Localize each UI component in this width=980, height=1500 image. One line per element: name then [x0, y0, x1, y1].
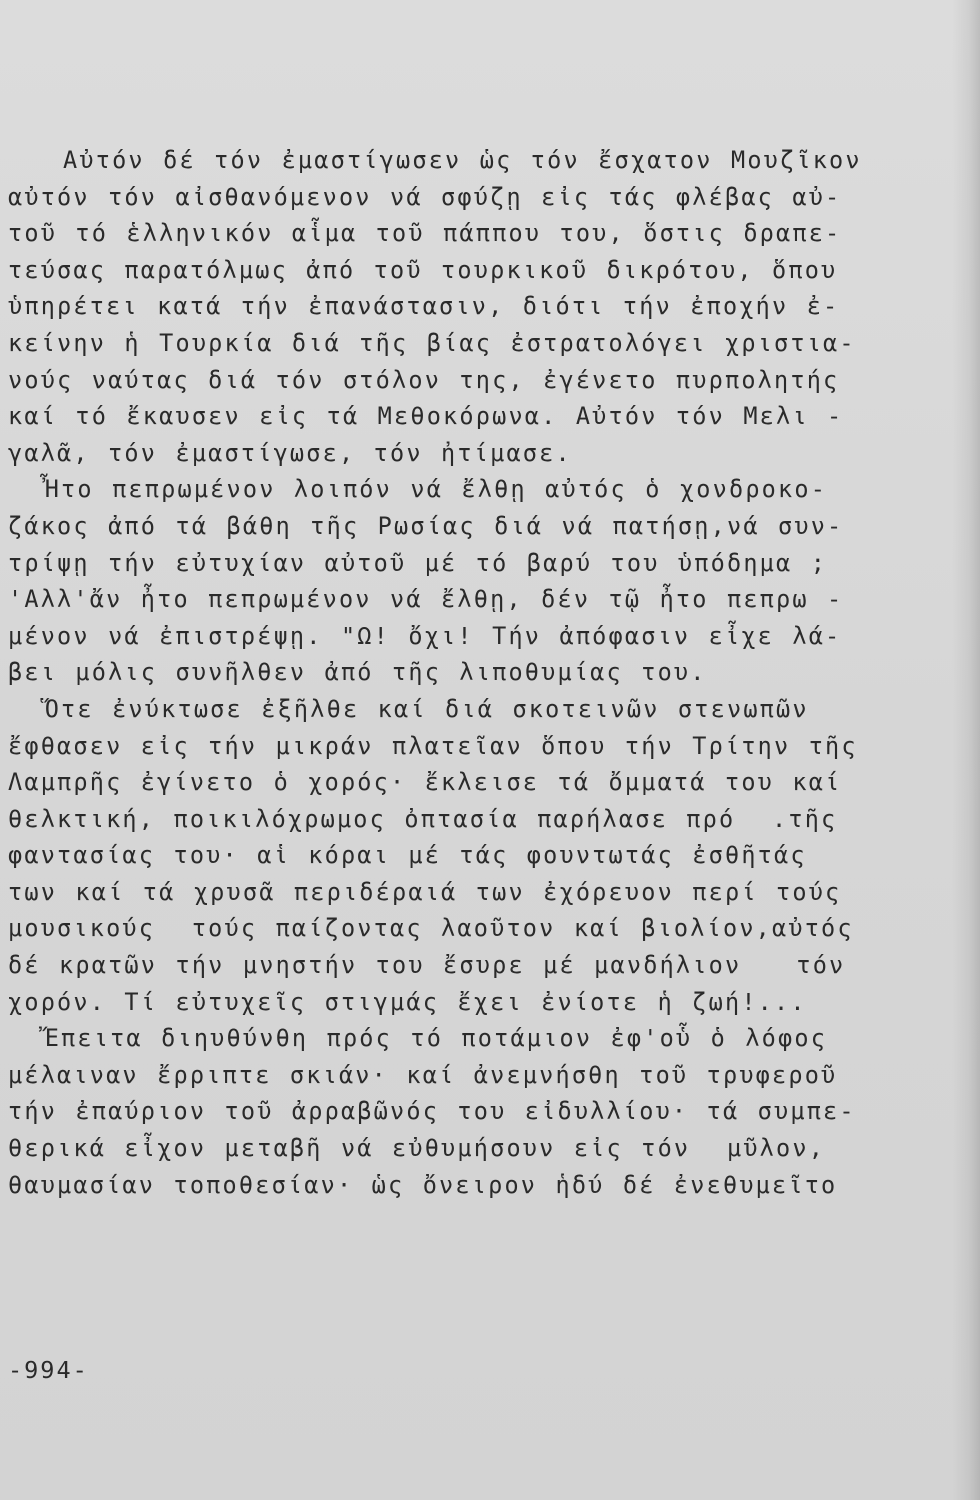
text-line: θελκτική, ποικιλόχρωμος ὀπτασία παρήλασε πρό .τῆς	[8, 804, 838, 833]
text-line: ἔφθασεν εἰς τήν μικράν πλατεῖαν ὅπου τήν Τρίτην τῆς	[8, 731, 858, 760]
body-text	[8, 142, 878, 1203]
text-line: γαλᾶ, τόν ἐμαστίγωσε, τόν ἠτίμασε.	[8, 438, 572, 467]
text-line: ζάκος ἀπό τά βάθη τῆς Ρωσίας διά νά πατήσῃ,νά συν-	[8, 511, 844, 540]
text-line: Ἔπειτα διηυθύνθη πρός τό ποτάμιον ἐφ'οὗ ὁ λόφος	[8, 1024, 828, 1053]
text-line: Ἦτο πεπρωμένον λοιπόν νά ἔλθῃ αὐτός ὁ χονδροκο-	[8, 475, 828, 504]
text-line: μένον νά ἐπιστρέψῃ. "Ω! ὄχι! Τήν ἀπόφασιν εἶχε λά-	[8, 621, 842, 650]
text-line: ὑπηρέτει κατά τήν ἐπανάστασιν, διότι τήν ἐποχήν ἐ-	[8, 292, 840, 321]
text-line: δέ κρατῶν τήν μνηστήν του ἔσυρε μέ μανδήλιον τόν	[8, 951, 846, 980]
text-line: καί τό ἔκαυσεν εἰς τά Μεθοκόρωνα. Αὐτόν τόν Μελι -	[8, 402, 844, 431]
text-line: νούς ναύτας διά τόν στόλον της, ἐγένετο πυρπολητής	[8, 365, 840, 394]
text-line: χορόν. Τί εὐτυχεῖς στιγμάς ἔχει ἐνίοτε ἡ ζωή!...	[8, 987, 807, 1016]
page-number: -994-	[8, 1356, 89, 1384]
text-line: των καί τά χρυσᾶ περιδέραιά των ἐχόρευον περί τούς	[8, 877, 842, 906]
text-line: βει μόλις συνῆλθεν ἀπό τῆς λιποθυμίας του.	[8, 658, 707, 687]
text-line: Ὅτε ἐνύκτωσε ἐξῆλθε καί διά σκοτεινῶν στενωπῶν	[8, 694, 809, 723]
text-line: Αὐτόν δέ τόν ἐμαστίγωσεν ὡς τόν ἔσχατον Μουζῖκον	[8, 146, 862, 174]
page-edge-shadow	[952, 0, 980, 1500]
text-line: αὐτόν τόν αἰσθανόμενον νά σφύζῃ εἰς τάς φλέβας αὐ-	[8, 182, 842, 211]
text-line: τεύσας παρατόλμως ἀπό τοῦ τουρκικοῦ δικρότου, ὅπου	[8, 255, 838, 284]
text-line: τοῦ τό ἑλληνικόν αἷμα τοῦ πάππου του, ὅστις δραπε-	[8, 219, 842, 248]
text-line: τήν ἐπαύριον τοῦ ἀρραβῶνός του εἰδυλλίου· τά συμπε-	[8, 1097, 856, 1126]
text-line: 'Αλλ'ἄν ἦτο πεπρωμένον νά ἔλθῃ, δέν τῷ ἦτο πεπρω -	[8, 585, 844, 614]
text-line: τρίψῃ τήν εὐτυχίαν αὐτοῦ μέ τό βαρύ του ὑπόδημα ;	[8, 548, 828, 577]
text-line: Λαμπρῆς ἐγίνετο ὁ χορός· ἔκλεισε τά ὄμματά του καί	[8, 768, 842, 797]
text-line: φαντασίας του· αἱ κόραι μέ τάς φουντωτάς ἐσθῆτάς	[8, 841, 807, 870]
text-line: κείνην ἡ Τουρκία διά τῆς βίας ἐστρατολόγει χριστια-	[8, 328, 856, 357]
text-line: θερικά εἶχον μεταβῆ νά εὐθυμήσουν εἰς τόν μῦλον,	[8, 1134, 826, 1163]
text-line: θαυμασίαν τοποθεσίαν· ὡς ὄνειρον ἡδύ δέ ἐνεθυμεῖτο	[8, 1170, 838, 1199]
text-line: μέλαιναν ἔρριπτε σκιάν· καί ἀνεμνήσθη τοῦ τρυφεροῦ	[8, 1060, 838, 1089]
text-line: μουσικούς τούς παίζοντας λαοῦτον καί βιολίον,αὐτός	[8, 914, 854, 943]
